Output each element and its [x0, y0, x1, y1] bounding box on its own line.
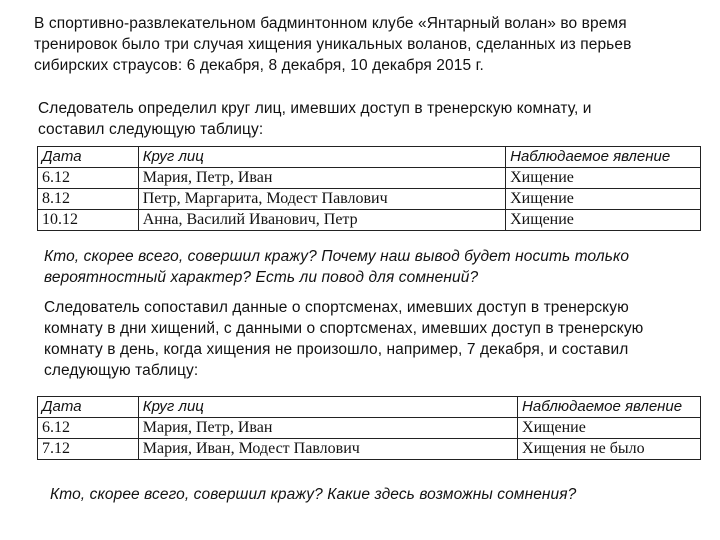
table-row — [38, 168, 701, 189]
intro-paragraph — [34, 13, 631, 76]
cell-phenomenon: Хищения не было — [518, 439, 701, 460]
table-row — [38, 189, 701, 210]
question-line: Кто, скорее всего, совершил кражу? Почему наш вывод будет носить только — [44, 248, 630, 265]
cell-date: 10.12 — [38, 210, 139, 231]
header-date: Дата — [38, 147, 139, 168]
suspects-table-2 — [37, 396, 701, 460]
cell-date: 7.12 — [38, 439, 139, 460]
investigator-paragraph-2 — [44, 297, 643, 381]
investigator-line: комнату в день, когда хищения не произошло, например, 7 декабря, и составил — [44, 341, 629, 358]
table-row — [38, 439, 701, 460]
header-people: Круг лиц — [138, 397, 517, 418]
table-header-row — [38, 147, 701, 168]
cell-date: 6.12 — [38, 418, 139, 439]
table-row — [38, 418, 701, 439]
cell-people: Мария, Петр, Иван — [138, 418, 517, 439]
cell-phenomenon: Хищение — [506, 210, 701, 231]
investigator-line: составил следующую таблицу: — [38, 121, 264, 138]
cell-people: Мария, Иван, Модест Павлович — [138, 439, 517, 460]
cell-people: Петр, Маргарита, Модест Павлович — [138, 189, 505, 210]
investigator-line: Следователь определил круг лиц, имевших доступ в тренерскую комнату, и — [38, 100, 592, 117]
cell-date: 8.12 — [38, 189, 139, 210]
question-2 — [50, 484, 576, 505]
cell-phenomenon: Хищение — [518, 418, 701, 439]
cell-people: Анна, Василий Иванович, Петр — [138, 210, 505, 231]
header-people: Круг лиц — [138, 147, 505, 168]
header-phenomenon: Наблюдаемое явление — [506, 147, 701, 168]
cell-people: Мария, Петр, Иван — [138, 168, 505, 189]
suspects-table-1 — [37, 146, 701, 231]
intro-line: сибирских страусов: 6 декабря, 8 декабря, 10 декабря 2015 г. — [34, 57, 484, 74]
investigator-line: следующую таблицу: — [44, 362, 199, 379]
question-line: вероятностный характер? Есть ли повод для сомнений? — [44, 269, 479, 286]
header-phenomenon: Наблюдаемое явление — [518, 397, 701, 418]
table-row — [38, 210, 701, 231]
header-date: Дата — [38, 397, 139, 418]
investigator-line: комнату в дни хищений, с данными о спортсменах, имевших доступ в тренерскую — [44, 320, 644, 337]
cell-phenomenon: Хищение — [506, 168, 701, 189]
intro-line: В спортивно-развлекательном бадминтонном клубе «Янтарный волан» во время — [34, 15, 627, 32]
intro-line: тренировок было три случая хищения уникальных воланов, сделанных из перьев — [34, 36, 632, 53]
table-header-row — [38, 397, 701, 418]
question-line: Кто, скорее всего, совершил кражу? Какие здесь возможны сомнения? — [50, 486, 577, 503]
cell-phenomenon: Хищение — [506, 189, 701, 210]
investigator-paragraph-1 — [38, 98, 592, 140]
question-1 — [44, 246, 629, 288]
investigator-line: Следователь сопоставил данные о спортсменах, имевших доступ в тренерскую — [44, 299, 629, 316]
cell-date: 6.12 — [38, 168, 139, 189]
